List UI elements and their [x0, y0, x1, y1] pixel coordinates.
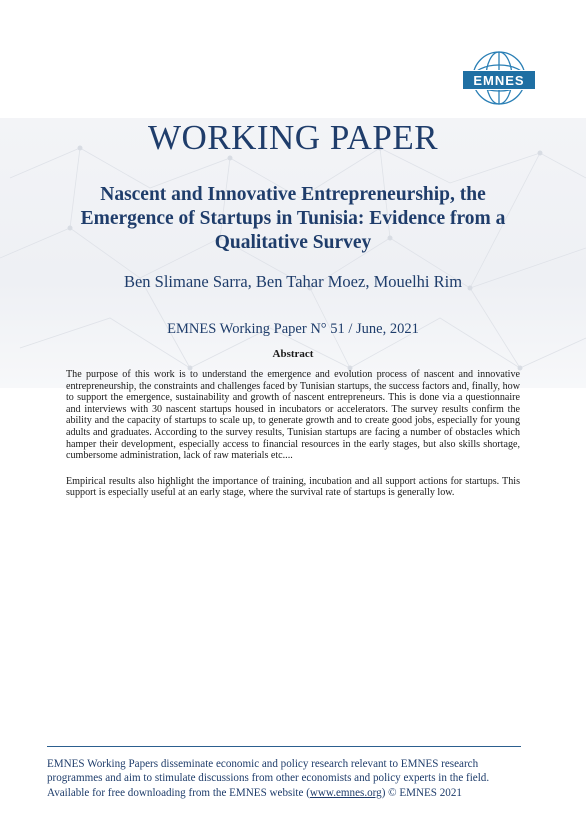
- footer-note: [47, 757, 525, 800]
- logo-text: EMNES: [462, 70, 536, 90]
- authors-line: Ben Slimane Sarra, Ben Tahar Moez, Mouelhi Rim: [123, 272, 463, 291]
- paper-title: Nascent and Innovative Entrepreneurship, the Emergence of Startups in Tunisia: Evidence from a Qualitative Survey: [80, 184, 506, 253]
- abstract-paragraph-1: The purpose of this work is to understand the emergence and evolution process of nascent and innovative entrepreneurship, the constraints and challenges faced by Tunisian startups, the success factors and, finally, how to support the emergence, sustainability and growth of nascent entrepreneurs. This is done via a questionnaire and interviews with 30 nascent startups housed in incubators or accelerators. The survey results confirm the ability and the capacity of startups to scale up, to generate growth and to create good jobs, especially for young adults and graduates. According to the survey results, Tunisian startups are facing a number of obstacles which hamper their development, especially access to financial resources in the early stages, but also skills shortage, cumbersome administration, lack of raw materials etc....: [66, 369, 520, 462]
- footer-text-start: EMNES Working Papers disseminate economic and policy research relevant to EMNES research programmes and aim to stimulate discussions from other economists and policy experts in the field. Available for free downloading from the EMNES website (: [47, 758, 490, 799]
- abstract-body: [66, 369, 520, 513]
- website-link[interactable]: www.emnes.org: [309, 786, 382, 799]
- series-number: EMNES Working Paper N° 51 / June, 2021: [167, 321, 419, 337]
- footer-text-end: ) © EMNES 2021: [381, 786, 462, 799]
- abstract-heading: Abstract: [272, 348, 314, 360]
- page-title: WORKING PAPER: [147, 118, 439, 157]
- abstract-paragraph-2: Empirical results also highlight the importance of training, incubation and all support actions for startups. This support is especially useful at an early stage, where the survival rate of startups is generally low.: [66, 475, 520, 499]
- footer-divider: [47, 746, 521, 747]
